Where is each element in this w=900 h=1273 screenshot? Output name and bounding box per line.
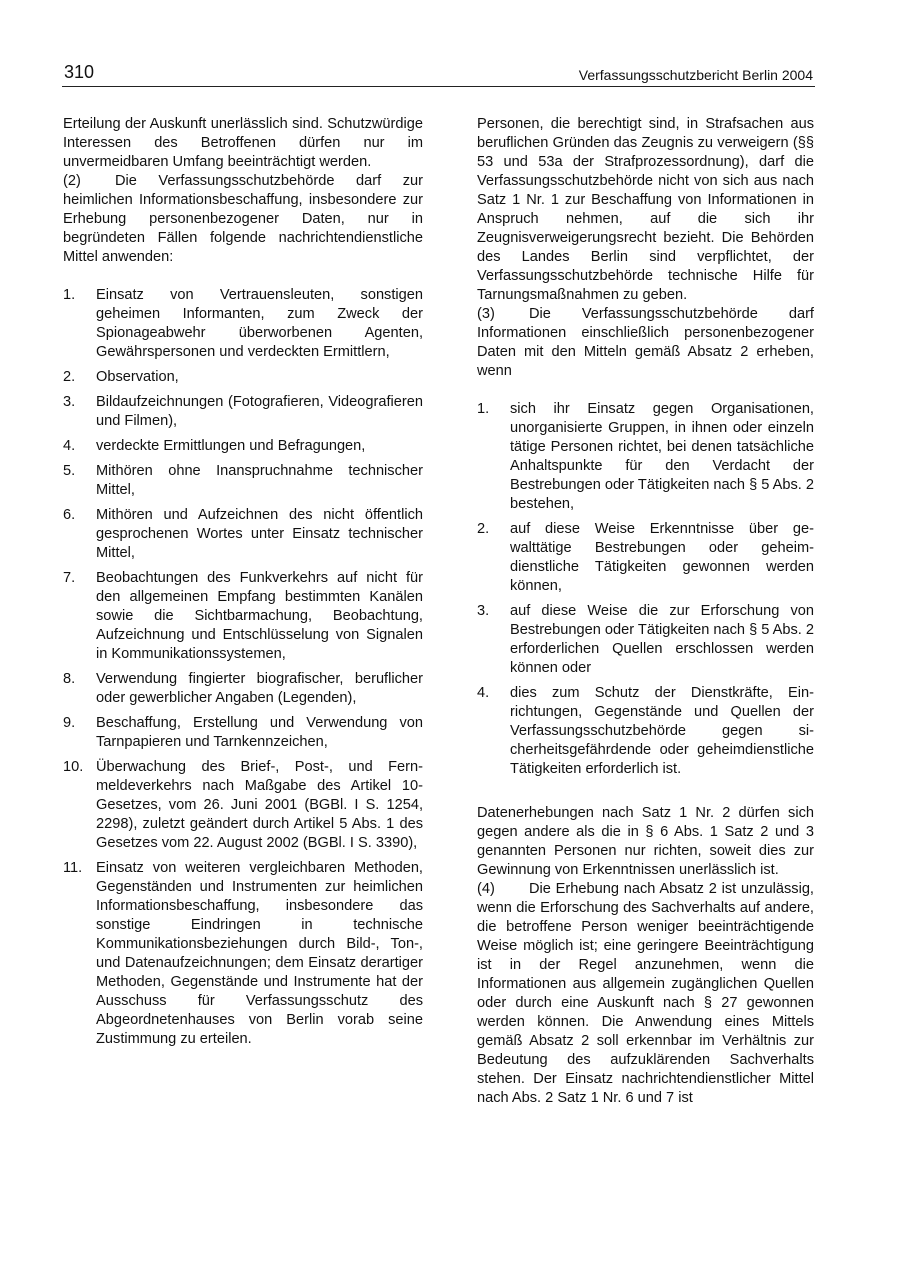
list-item <box>63 859 423 1049</box>
list-item-text: sich ihr Einsatz gegen Organisationen, unorganisierte Gruppen, in ihnen oder einzeln tätige Personen richtet, bei denen tatsächliche Anhaltspunkte für den Verdacht der Bestrebungen oder Tätigkeiten nach § 5 Abs. 2 bestehen, <box>510 401 814 512</box>
paragraph-2-number: (2) <box>63 173 81 189</box>
paragraph-4-number: (4) <box>477 881 495 897</box>
list-item <box>63 670 423 708</box>
list-item-number: 11. <box>63 860 83 876</box>
list-item-number: 3. <box>63 394 76 410</box>
list-item-text: Beobachtungen des Funkverkehrs auf nicht für den allgemeinen Empfang bestimmten Kanälen sowie die Sichtbarmachung, Beobachtung, Aufzeichnung und Entschlüsselung von Signalen in Kommunikationssystemen, <box>96 570 423 662</box>
paragraph-4 <box>477 880 814 1108</box>
list-item-number: 7. <box>63 570 76 586</box>
list-item-number: 6. <box>63 507 76 523</box>
left-intro-paragraph: Erteilung der Auskunft unerlässlich sind. Schutzwürdige Interessen des Betroffenen dürfen nur im unvermeidbaren Umfang beeinträchtigt werden. <box>63 116 423 170</box>
paragraph-4-text: Die Erhebung nach Absatz 2 ist unzulässig, wenn die Erforschung des Sachverhalts auf andere, die betroffene Person weniger beeinträchtigende Weise möglich ist; eine geringere Beeinträchtigung ist in der Regel anzunehmen, wenn die Informationen aus allgemein zugänglichen Quellen oder durch eine Auskunft nach § 27 gewonnen werden können. Die Anwendung eines Mittels gemäß Absatz 2 soll erkennbar im Verhältnis zur Bedeutung des aufzuklärenden Sachverhalts stehen. Der Einsatz nachrichtendienstlicher Mittel nach Abs. 2 Satz 1 Nr. 6 und 7 ist <box>477 881 814 1106</box>
list-item <box>63 393 423 431</box>
list-item <box>477 400 814 514</box>
list-item <box>63 437 423 456</box>
list-item-text: Observation, <box>96 369 179 385</box>
list-item <box>63 286 423 362</box>
list-item-number: 10. <box>63 759 84 775</box>
paragraph-2-text: Die Verfassungsschutzbehörde darf zur heimlichen Informationsbeschaffung, insbesondere zur Erhebung personenbezogener Daten, nur in begründeten Fällen folgende nachrichtendienstliche Mittel anwenden: <box>63 173 423 265</box>
list-item <box>63 368 423 387</box>
list-item-number: 1. <box>477 401 490 417</box>
list-item-text: Mithören und Aufzeichnen des nicht öffentlich gesprochenen Wortes unter Einsatz technischer Mittel, <box>96 507 423 561</box>
list-item-text: auf diese Weise Erkenntnisse über gewalttätige Bestrebungen oder geheimdienstliche Tätigkeiten gewonnen werden können, <box>510 521 814 594</box>
list-item-text: Verwendung fingierter biografischer, beruflicher oder gewerblicher Angaben (Legenden), <box>96 671 423 706</box>
list-item-text: Überwachung des Brief-, Post-, und Fernmeldeverkehrs nach Maßgabe des Artikel 10-Gesetzes, vom 26. Juni 2001 (BGBl. I S. 1254, 2298), zuletzt geändert durch Artikel 5 Abs. 1 des Gesetzes vom 22. August 2002 (BGBl. I S. 3390), <box>96 759 423 851</box>
right-intro-paragraph: Personen, die berechtigt sind, in Strafsachen aus beruflichen Gründen das Zeugnis zu verweigern (§§ 53 und 53a der Strafprozessordnung), darf die Verfassungsschutzbehörde nicht von sich aus nach Satz 1 Nr. 1 zur Beschaffung von Informationen in Anspruch nehmen, auf die sich ihr Zeugnisverweigerungsrecht bezieht. Die Behörden des Landes Berlin sind verpflichtet, der Verfassungsschutzbehörde technische Hilfe für Tarnungsmaßnahmen zu geben. <box>477 116 814 303</box>
list-item-text: Bildaufzeichnungen (Fotografieren, Videografieren und Filmen), <box>96 394 423 429</box>
list-item <box>63 714 423 752</box>
list-item-text: verdeckte Ermittlungen und Befragungen, <box>96 438 366 454</box>
after-list-paragraph: Datenerhebungen nach Satz 1 Nr. 2 dürfen sich gegen andere als die in § 6 Abs. 1 Satz 2 und 3 genannten Personen nur richten, soweit dies zur Gewinnung von Erkenntnissen unerlässlich ist. <box>477 805 814 878</box>
page-number: 310 <box>64 62 95 82</box>
spacer <box>477 381 814 400</box>
list-item <box>63 462 423 500</box>
list-item <box>63 506 423 563</box>
paragraph-3-text: Die Verfassungsschutzbehörde darf Informationen einschließlich personenbezogener Daten mit den Mitteln gemäß Absatz 2 erheben, wenn <box>477 306 814 379</box>
list-item-number: 5. <box>63 463 76 479</box>
left-means-list <box>63 286 423 1049</box>
list-item-text: auf diese Weise die zur Erforschung von Bestrebungen oder Tätigkeiten nach § 5 Abs. 2 erforderlichen Quellen erschlossen werden können oder <box>510 603 814 676</box>
list-item-number: 8. <box>63 671 76 687</box>
spacer <box>477 785 814 804</box>
list-item-number: 9. <box>63 715 76 731</box>
list-item <box>63 569 423 664</box>
left-column <box>63 115 423 1055</box>
spacer <box>63 267 423 286</box>
list-item-number: 4. <box>63 438 76 454</box>
list-item-number: 3. <box>477 603 490 619</box>
list-item <box>477 602 814 678</box>
page-header <box>62 60 815 87</box>
list-item <box>63 758 423 853</box>
list-item-number: 4. <box>477 685 490 701</box>
list-item <box>477 684 814 779</box>
list-item-number: 2. <box>63 369 76 385</box>
list-item-text: Einsatz von weiteren vergleichbaren Methoden, Gegenständen und Instrumenten zur heimlichen Informationsbeschaffung, insbesondere das sonstige Eindringen in technische Kommunikationsbeziehungen durch Bild-, Ton-, und Datenaufzeichnungen; dem Einsatz derartiger Methoden, Gegenstände und Instrumente hat der Ausschuss für Verfassungsschutz des Abgeordnetenhauses von Berlin vorab seine Zustimmung zu erteilen. <box>96 860 423 1047</box>
list-item-number: 2. <box>477 521 490 537</box>
right-column <box>477 115 814 1108</box>
list-item-text: Mithören ohne Inanspruchnahme technischer Mittel, <box>96 463 423 498</box>
running-title: Verfassungsschutzbericht Berlin 2004 <box>578 67 813 83</box>
list-item-text: dies zum Schutz der Dienstkräfte, Einrichtungen, Gegenstände und Quellen der Verfassungsschutzbehörde gegen sicherheitsgefährdende oder geheimdienstliche Tätigkeiten erforderlich ist. <box>510 685 814 777</box>
list-item-number: 1. <box>63 287 76 303</box>
list-item-text: Einsatz von Vertrauensleuten, sonstigen geheimen Informanten, zum Zweck der Spionageabwehr überworbenen Agenten, Gewährspersonen und verdeckten Ermittlern, <box>96 287 423 360</box>
paragraph-2 <box>63 172 423 267</box>
paragraph-3 <box>477 305 814 381</box>
paragraph-3-number: (3) <box>477 306 495 322</box>
list-item-text: Beschaffung, Erstellung und Verwendung von Tarnpapieren und Tarnkennzeichen, <box>96 715 423 750</box>
list-item <box>477 520 814 596</box>
right-conditions-list <box>477 400 814 779</box>
